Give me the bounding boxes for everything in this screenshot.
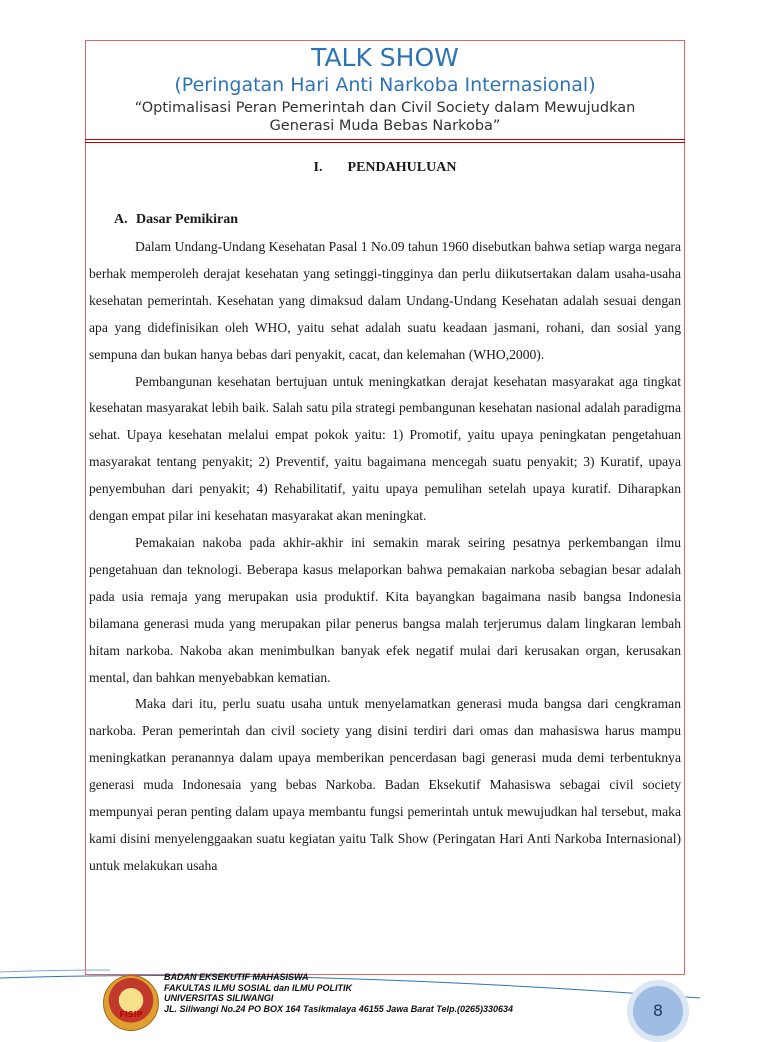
institution-line-1: BADAN EKSEKUTIF MAHASISWA	[164, 972, 309, 982]
theme-quote-line-1: “Optimalisasi Peran Pemerintah dan Civil Society dalam Mewujudkan	[134, 100, 636, 116]
subsection-title: Dasar Pemikiran	[136, 212, 239, 227]
theme-quote-line-2: Generasi Muda Bebas Narkoba”	[269, 118, 501, 134]
document-header	[85, 40, 685, 144]
header-rule-top	[85, 139, 685, 140]
document-subtitle: (Peringatan Hari Anti Narkoba Internasional)	[174, 74, 596, 96]
paragraph: Pembangunan kesehatan bertujuan untuk meningkatkan derajat kesehatan masyarakat aga tingkat kesehatan masyarakat lebih baik. Salah satu pila strategi pembangunan kesehatan nasional adalah paradigma sehat. Upaya kesehatan melalui empat pokok yaitu: 1) Promotif, yaitu upaya peningkatan pengetahuan masyarakat tentang penyakit; 2) Preventif, yaitu bagaimana mencegah suatu penyakit; 3) Kuratif, upaya penyembuhan dari penyakit; 4) Rehabilitatif, yaitu upaya pemulihan setelah upaya kuratif. Diharapkan dengan empat pilar ini kesehatan masyarakat akan meningkat.	[89, 373, 681, 524]
paragraph: Dalam Undang-Undang Kesehatan Pasal 1 No.09 tahun 1960 disebutkan bahwa setiap warga negara berhak memperoleh derajat kesehatan yang setinggi-tingginya dan perlu diikutsertakan dalam usaha-usaha kesehatan pemerintah. Kesehatan yang dimaksud dalam Undang-Undang Kesehatan adalah sesuai dengan apa yang didefinisikan oleh WHO, yaitu sehat adalah suatu keadaan jasmani, rohani, dan sosial yang sempuna dan bukan hanya bebas dari penyakit, cacat, dan kelemahan (WHO,2000).	[89, 239, 681, 362]
subsection-letter: A.	[114, 212, 128, 227]
document-title: TALK SHOW	[311, 43, 459, 72]
institution-line-2: FAKULTAS ILMU SOSIAL dan ILMU POLITIK	[164, 982, 352, 993]
paragraph: Maka dari itu, perlu suatu usaha untuk menyelamatkan generasi muda bangsa dari cengkraman narkoba. Peran pemerintah dan civil society yang disini terdiri dari omas dan mahasiswa harus mampu meningkatkan peranannya dalam upaya memberikan pencerdasan bagi generasi muda demi terbentuknya generasi muda Indonesaia yang bebas Narkoba. Badan Eksekutif Mahasiswa sebagai civil society mempunyai peran penting dalam upaya membantu fungsi pemerintah untuk mewujudkan hal tersebut, maka kami disini menyelenggaakan suatu kegiatan yaitu Talk Show (Peringatan Hari Anti Narkoba Internasional) untuk melakukan usaha	[89, 696, 681, 873]
institution-info	[164, 972, 513, 1014]
institution-line-3: UNIVERSITAS SILIWANGI	[164, 993, 274, 1003]
section-number: I.	[313, 160, 323, 175]
paragraph: Pemakaian nakoba pada akhir-akhir ini semakin marak seiring pesatnya perkembangan ilmu pengetahuan dan teknologi. Beberapa kasus melaporkan bahwa pemakaian narkoba sebagian besar adalah pada usia remaja yang merupakan usia produktif. Kita bayangkan bagaimana nasib bangsa Indonesia bilamana generasi muda yang merupakan pilar penerus bangsa malah terjerumus dalam lingkaran lembah hitam narkoba. Nakoba akan menimbulkan banyak efek negatif mulai dari kerusakan organ, kerusakan mental, dan bahkan menyebabkan kematian.	[89, 534, 681, 685]
institution-address: JL. Siliwangi No.24 PO BOX 164 Tasikmalaya 46155 Jawa Barat Telp.(0265)330634	[164, 1003, 514, 1014]
section-title: PENDAHULUAN	[347, 160, 457, 175]
page-number-badge	[627, 980, 689, 1042]
logo-text: FISIP	[119, 1010, 143, 1019]
fisip-logo	[103, 975, 159, 1031]
body-text	[89, 234, 681, 880]
page-number: 8	[652, 1001, 664, 1020]
header-rule-bottom	[85, 142, 685, 143]
section-heading	[85, 158, 685, 178]
subsection-heading	[114, 210, 238, 230]
